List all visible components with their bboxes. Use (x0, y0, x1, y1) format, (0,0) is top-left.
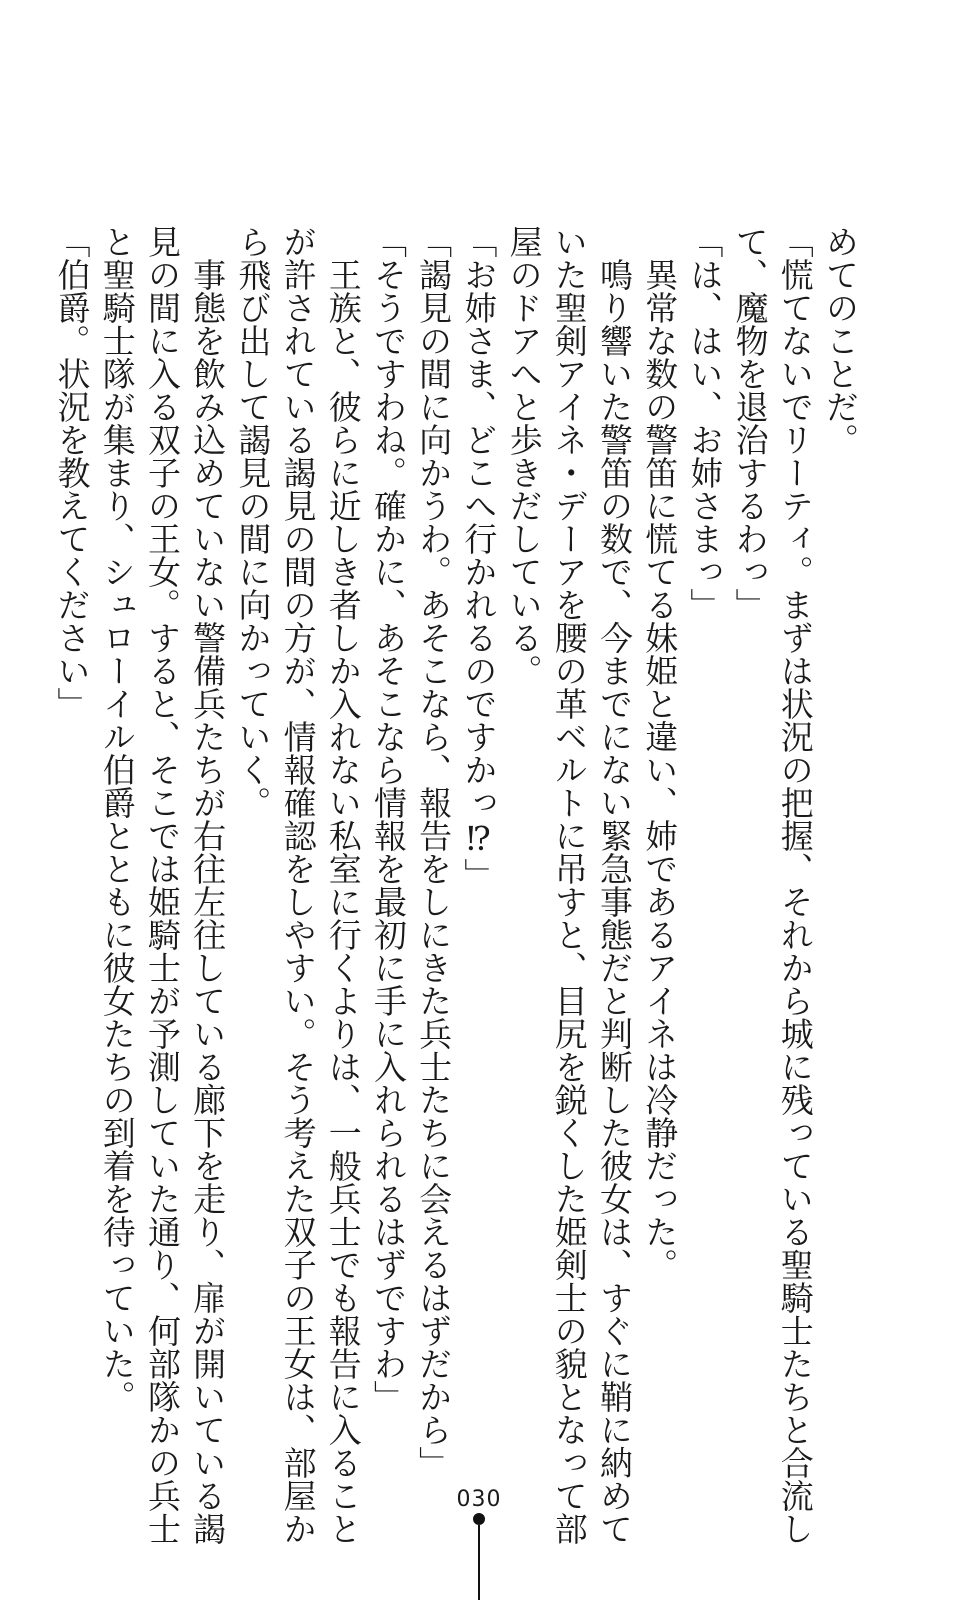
page-marker (473, 1513, 485, 1600)
page-marker-dot (473, 1513, 485, 1525)
text-line: 鳴り響いた警笛の数で、今までにない緊急事態だと判断した彼女は、すぐに鞘に納めて (594, 225, 634, 1545)
text-line: 王族と、彼らに近しき者しか入れない私室に行くよりは、一般兵士でも報告に入ること (323, 225, 363, 1545)
text-line: めてのことだ。 (821, 225, 860, 456)
text-line: と聖騎士隊が集まり、シュローイル伯爵とともに彼女たちの到着を待っていた。 (97, 225, 137, 1413)
text-line: 「は、はい、お姉さまっ」 (685, 225, 725, 621)
text-line: が許されている謁見の間の方が、情報確認をしやすい。そう考えた双子の王女は、部屋か (278, 225, 318, 1545)
text-line: 見の間に入る双子の王女。すると、そこでは姫騎士が予測していた通り、何部隊かの兵士 (142, 225, 182, 1545)
page-number: 030 (456, 1487, 502, 1512)
text-line: 「伯爵。状況を教えてください」 (52, 225, 92, 720)
text-line: 「そうですわね。確かに、あそこなら情報を最初に手に入れられるはずですわ」 (368, 225, 408, 1413)
text-line: 「慌てないでリーティ。まずは状況の把握、それから城に残っている聖騎士たちと合流し (775, 225, 815, 1545)
text-line: いた聖剣アイネ・デーアを腰の革ベルトに吊すと、目尻を鋭くした姫剣士の貌となって部 (549, 225, 589, 1545)
text-line: 「お姉さま、どこへ行かれるのですかっ⁉」 (459, 225, 499, 891)
text-line: 異常な数の警笛に慌てる妹姫と違い、姉であるアイネは冷静だった。 (640, 225, 680, 1281)
text-line: 「謁見の間に向かうわ。あそこなら、報告をしにきた兵士たちに会えるはずだから」 (414, 225, 454, 1479)
page-marker-rule (478, 1525, 480, 1600)
text-line: て、魔物を退治するわっ」 (730, 225, 770, 621)
text-line: 屋のドアへと歩きだしている。 (504, 225, 544, 687)
text-line: ら飛び出して謁見の間に向かっていく。 (233, 225, 273, 819)
text-line: 事態を飲み込めていない警備兵たちが右往左往している廊下を走り、扉が開いている謁 (188, 225, 228, 1545)
